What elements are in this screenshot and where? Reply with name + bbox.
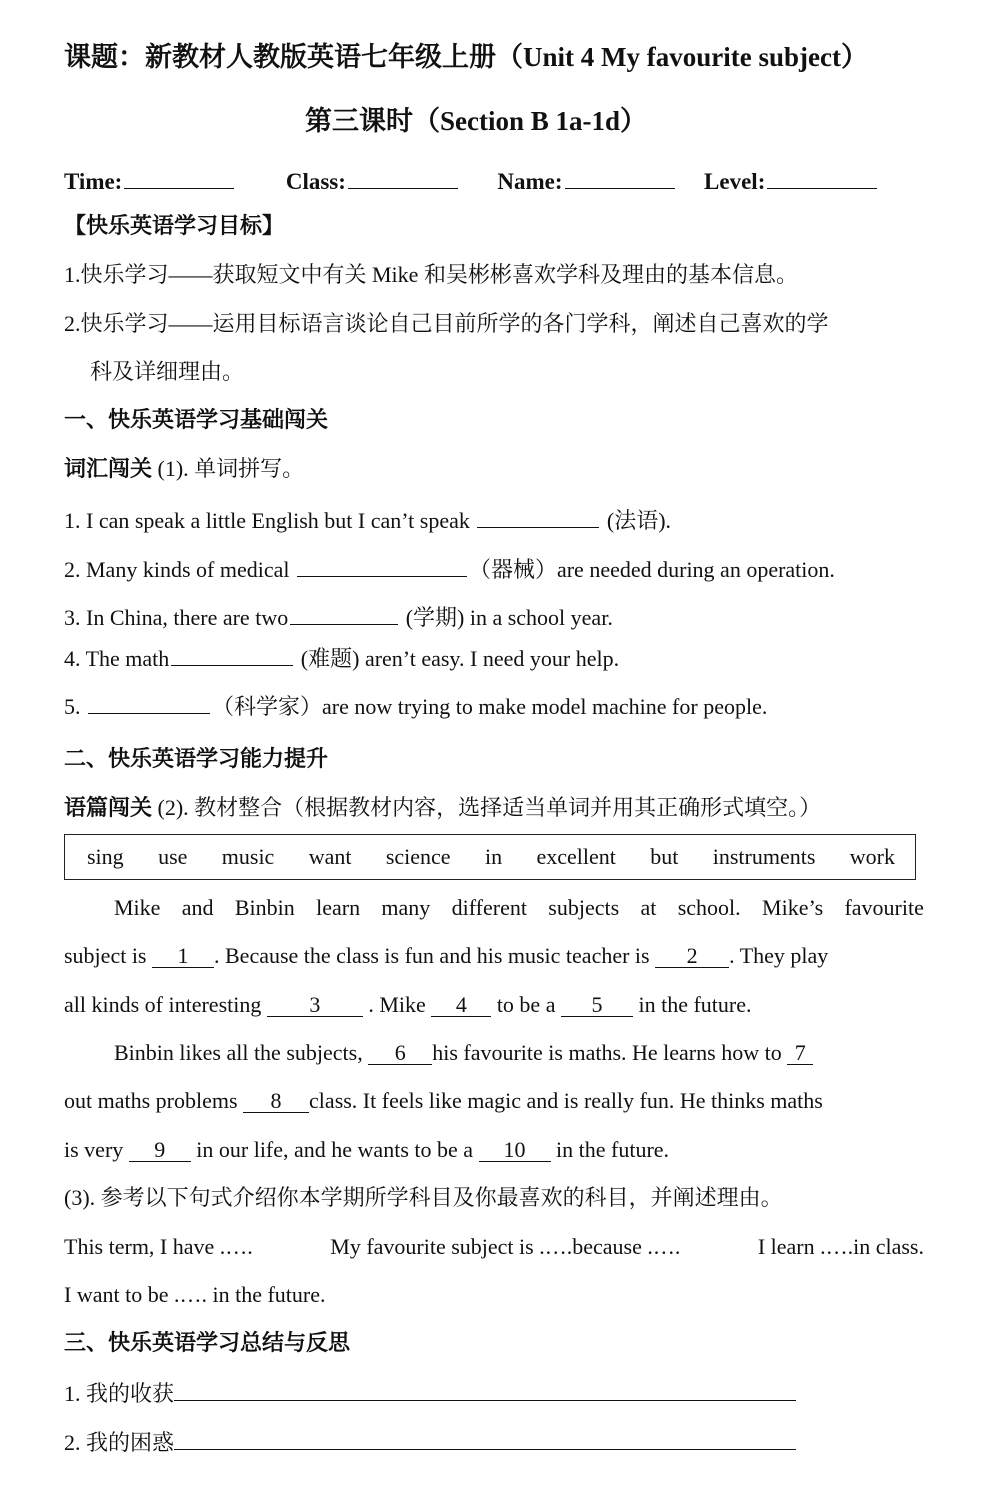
passage-text: class. It feels like magic and is really fun. He thinks maths: [309, 1088, 823, 1113]
passage-blank-1[interactable]: 1: [152, 945, 214, 968]
passage-blank-7[interactable]: 7: [787, 1042, 813, 1065]
objective-2b: 科及详细理由。: [90, 359, 245, 384]
confusions-answer-line[interactable]: [174, 1429, 796, 1450]
title-line-2: 第三课时（Section B 1a-1d）: [305, 106, 648, 136]
q3-answer-blank[interactable]: [290, 604, 398, 625]
passage-text: is very: [64, 1137, 129, 1162]
q1-text-a: 1. I can speak a little English but I can’t speak: [64, 508, 476, 533]
class-blank[interactable]: [348, 168, 458, 189]
q5-text-a: 5.: [64, 694, 86, 719]
passage-word: learn: [316, 895, 361, 920]
vocab-instruction: (1). 单词拼写。: [152, 456, 305, 481]
objective-2a: 2.快乐学习——运用目标语言谈论自己目前所学的各门学科，阐述自己喜欢的学: [64, 311, 829, 336]
word-bank-box: [64, 834, 916, 880]
passage-text: . They play: [729, 943, 829, 968]
passage-p2-line1: [114, 1042, 813, 1065]
passage-blank-2[interactable]: 2: [655, 945, 729, 968]
vocab-question-5: [64, 693, 767, 718]
header-fields: [64, 168, 879, 193]
passage-p1-line2: [64, 945, 828, 968]
vocab-question-1: [64, 507, 671, 532]
section3-heading: 三、快乐英语学习总结与反思: [64, 1330, 351, 1355]
q2-answer-blank[interactable]: [297, 556, 467, 577]
q3-text-a: 3. In China, there are two: [64, 605, 289, 630]
passage-p2-line2: [64, 1090, 823, 1113]
q5-answer-blank[interactable]: [88, 693, 210, 714]
sentence-pattern: My favourite subject is .….because .….: [330, 1234, 681, 1259]
passage-word: Mike’s: [762, 895, 824, 920]
passage-text: . Mike: [362, 992, 432, 1017]
class-label: Class:: [285, 169, 346, 194]
q1-answer-blank[interactable]: [477, 507, 599, 528]
confusions-label: 2. 我的困惑: [64, 1430, 175, 1455]
passage-text: subject is: [64, 943, 152, 968]
passage-word: Mike: [114, 895, 161, 920]
word-bank-item: work: [849, 844, 895, 869]
sentence-pattern-line2: I want to be .…. in the future.: [64, 1282, 326, 1307]
gains-label: 1. 我的收获: [64, 1381, 175, 1406]
passage-text: in the future.: [550, 1137, 670, 1162]
passage-word: Binbin: [234, 895, 295, 920]
q4-answer-blank[interactable]: [171, 645, 293, 666]
passage-word: subjects: [548, 895, 620, 920]
q4-text-a: 4. The math: [64, 646, 170, 671]
section1-subheading: [64, 458, 304, 480]
q1-text-b: (法语).: [601, 508, 672, 533]
passage-blank-10[interactable]: 10: [479, 1139, 551, 1162]
objective-1: 1.快乐学习——获取短文中有关 Mike 和吴彬彬喜欢学科及理由的基本信息。: [64, 262, 798, 287]
passage-text: out maths problems: [64, 1088, 244, 1113]
passage-p2-line3: [64, 1139, 669, 1162]
section2-subheading: [64, 797, 821, 819]
q4-text-b: (难题) aren’t easy. I need your help.: [295, 646, 620, 671]
time-blank[interactable]: [124, 168, 234, 189]
level-blank[interactable]: [767, 168, 877, 189]
vocab-question-4: [64, 645, 619, 670]
word-bank-item: instruments: [712, 844, 816, 869]
word-bank-item: excellent: [536, 844, 616, 869]
title-line-1: 课题：新教材人教版英语七年级上册（Unit 4 My favourite subject）: [64, 42, 868, 72]
passage-word: many: [381, 895, 431, 920]
word-bank-item: science: [385, 844, 451, 869]
passage-text: in our life, and he wants to be a: [190, 1137, 479, 1162]
q3-text-b: (学期) in a school year.: [400, 605, 613, 630]
passage-blank-3[interactable]: 3: [267, 994, 363, 1017]
passage-word: school.: [677, 895, 741, 920]
section2-heading: 二、快乐英语学习能力提升: [64, 746, 329, 771]
passage-text: . Because the class is fun and his music teacher is: [214, 943, 656, 968]
word-bank-item: in: [484, 844, 503, 869]
sentence-pattern: This term, I have .….: [64, 1234, 253, 1259]
sentence-patterns-line1: [64, 1236, 924, 1258]
name-blank[interactable]: [565, 168, 675, 189]
passage-text: in the future.: [632, 992, 752, 1017]
word-bank-item: music: [221, 844, 275, 869]
passage-blank-6[interactable]: 6: [368, 1042, 432, 1065]
reflection-confusions: [64, 1429, 796, 1454]
passage-word: favourite: [844, 895, 924, 920]
objectives-heading: 【快乐英语学习目标】: [64, 213, 285, 238]
passage-blank-9[interactable]: 9: [129, 1139, 191, 1162]
passage-word: and: [181, 895, 214, 920]
word-bank-item: use: [158, 844, 188, 869]
passage-p1-line1: [114, 897, 924, 919]
passage-blank-4[interactable]: 4: [431, 994, 491, 1017]
level-label: Level:: [704, 169, 766, 194]
name-label: Name:: [497, 169, 563, 194]
word-bank-item: but: [650, 844, 679, 869]
q5-text-b: （科学家）are now trying to make model machine for people.: [212, 694, 768, 719]
passage-blank-5[interactable]: 5: [561, 994, 633, 1017]
passage-instruction: (2). 教材整合（根据教材内容，选择适当单词并用其正确形式填空。）: [152, 795, 822, 820]
passage-word: at: [640, 895, 657, 920]
vocab-label: 词汇闯关: [64, 456, 153, 481]
passage-label: 语篇闯关: [64, 795, 153, 820]
time-label: Time:: [64, 169, 123, 194]
gains-answer-line[interactable]: [174, 1380, 796, 1401]
writing-prompt: (3). 参考以下句式介绍你本学期所学科目及你最喜欢的科目，并阐述理由。: [64, 1185, 783, 1210]
vocab-question-2: [64, 556, 835, 581]
passage-text: to be a: [491, 992, 561, 1017]
sentence-pattern: I learn .….in class.: [757, 1234, 924, 1259]
q2-text-b: （器械）are needed during an operation.: [468, 557, 835, 582]
word-bank-item: sing: [87, 844, 124, 869]
passage-text: his favourite is maths. He learns how to: [432, 1040, 788, 1065]
section1-heading: 一、快乐英语学习基础闯关: [64, 407, 329, 432]
q2-text-a: 2. Many kinds of medical: [64, 557, 295, 582]
vocab-question-3: [64, 604, 613, 629]
passage-blank-8[interactable]: 8: [243, 1090, 309, 1113]
passage-word: different: [451, 895, 527, 920]
passage-p1-line3: [64, 994, 752, 1017]
reflection-gains: [64, 1380, 796, 1405]
word-bank-item: want: [308, 844, 352, 869]
passage-text: all kinds of interesting: [64, 992, 267, 1017]
passage-text: Binbin likes all the subjects,: [114, 1040, 369, 1065]
